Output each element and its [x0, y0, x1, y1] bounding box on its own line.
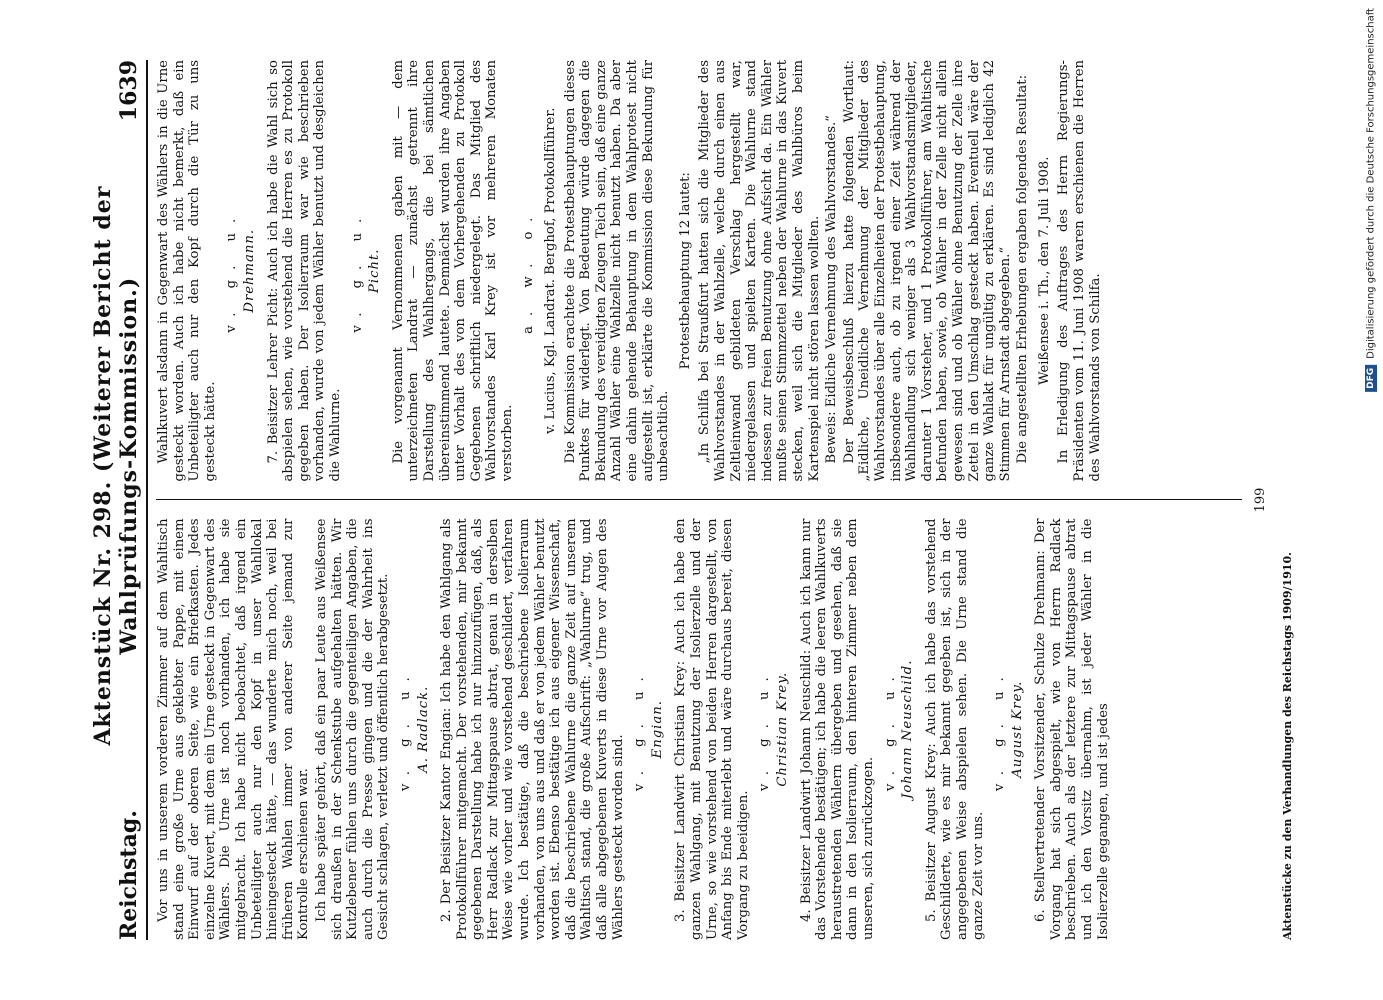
paragraph: 7. Beisitzer Lehrer Picht: Auch ich habe die Wahl sich so abspielen sehen, wie vorstehend die Herren es zu Protokoll gegeben haben. Der Isolierraum war wie beschrieben vorhanden, wurde von jedem Wähler benutzt und desgleichen die Wahlurne.: [265, 60, 343, 482]
signature-name: Picht.: [366, 248, 382, 293]
centered-line: Weißensee i. Th., den 7. Juli 1908.: [1036, 156, 1052, 386]
page-footer: Aktenstücke zu den Verhandlungen des Reichstags 1909/1910.: [1280, 552, 1294, 940]
signature-abbrev: v. g. u.: [223, 208, 239, 333]
paragraph: Ich habe später gehört, daß ein paar Leute aus Weißensee sich draußen in der Schenkstube aufgehalten hätten. Wir Kutzlebener fühlen uns durch die gegenteiligen Angaben, die auch durch die Presse gingen und die der Wahrheit ins Gesicht schlagen, verletzt und öffentlich herabgesetzt.: [313, 518, 391, 940]
signature-abbrev: v. g. u.: [991, 667, 1007, 792]
signature-name: A. Radlack.: [415, 685, 430, 773]
left-column: [156, 519, 1242, 941]
signature-name: Christian Krey.: [774, 671, 790, 787]
paragraph: „In Schilfa bei Straußfurt hatten sich die Mitglieder des Wahlvorstandes in der Wahlzelle, welche durch einen aus Zeltleinwand gebildeten Verschlag hergestellt war, niedergelassen und spielten Karten. Die Wahlurne stand indessen zur freien Benutzung ohne Aufsicht da. Ein Wähler mußte seinen Stimmzettel neben der Wahlurne in das Kuvert stecken, weil sich die Mitglieder des Wahlbüros beim Kartenspiel nicht stören lassen wollten.: [696, 60, 822, 482]
page-header: [89, 60, 148, 940]
signature-name: Engian.: [649, 700, 665, 759]
digitization-note: [1365, 8, 1377, 392]
document-page: [72, 20, 1312, 980]
column-divider: [156, 500, 1242, 501]
paragraph: Beweis: Eidliche Vernehmung des Wahlvorstandes.“: [823, 115, 839, 464]
page-number: 199: [1252, 487, 1268, 513]
centered-line: v. Lucius, Kgl. Landrat. Berghof, Protokollführer.: [542, 107, 558, 434]
paragraph: 6. Stellvertretender Vorsitzender, Schulze Drehmann: Der Vorgang hat sich abgespielt, wie von Herrn Radlack beschrieben. Auch als der letztere zur Mittagspause abtrat und ich den Vorsitz übernahm, ist jeder Wähler in die Isolierzelle gegangen, und ist jedes: [1032, 518, 1111, 940]
paragraph: In Erledigung des Auftrages des Herrn Regierungs-Präsidenten vom 11. Juni 1908 waren erschienen die Herren des Wahlvorstands von Schilfa.: [1055, 60, 1103, 482]
digitization-text: Digitalisierung gefördert durch die Deutsche Forschungsgemeinschaft: [1365, 8, 1377, 359]
paragraph: Die angestellten Erhebungen ergaben folgendes Resultat:: [1014, 74, 1030, 464]
paragraph: Die Kommission erachtete die Protestbehauptungen dieses Punktes für widerlegt. Von Bedeutung würde dagegen die Bekundung des vereidigten Zeugen Teich sein, daß eine ganze Anzahl Wähler eine Wahlzelle nicht benutzt haben. Da aber eine dahin gehende Behauptung in dem Wahlprotest nicht aufgestellt ist, erklärte die Kommission diese Bekundung für unbeachtlich.: [562, 60, 671, 482]
signature-name: August Krey.: [1009, 680, 1025, 778]
signature-abbrev: v. g. u.: [631, 667, 647, 792]
paragraph: 4. Beisitzer Landwirt Johann Neuschild: Auch ich kann nur das Vorstehende bestätigen; ich habe die leeren Wahlkuverts heraustretenden Wählern übergeben und gesehen, daß sie dann in den Isolierraum, den hinteren Zimmer neben dem unseren, sich zurückzogen.: [798, 518, 876, 940]
text-columns: [156, 60, 1242, 940]
signature-abbrev: v. g. u.: [882, 667, 898, 792]
paragraph: Vor uns in unserem vorderen Zimmer auf dem Wahltisch stand eine große Urne aus geklebter Pappe, mit einem Einwurf auf der oberen Seite, wie ein Briefkasten. Jedes einzelne Kuvert, mit dem ein Urne gesteckt in Gegenwart des Wählers. Die Urne ist noch vorhanden, ich habe sie mitgebracht. Ich habe nicht beobachtet, daß irgend ein Unbeteiligter auch nur den Kopf in unser Wahllokal hineingesteckt hätte, — das wunderte mich noch, weil bei früheren Wahlen immer von anderer Seite jemand zur Kontrolle erschienen war.: [155, 518, 311, 940]
signature-abbrev: v. g. u.: [756, 667, 772, 792]
centered-line: Protestbehauptung 12 lautet:: [677, 172, 693, 370]
signature-abbrev: v. g. u.: [349, 208, 365, 333]
signature-name: Drehmann.: [241, 228, 257, 313]
paragraph: Wahlkuvert alsdann in Gegenwart des Wählers in die Urne gesteckt worden. Auch ich habe nicht bemerkt, daß ein Unbeteiligter auch nur den Kopf durch die Tür zu uns gesteckt hätte.: [155, 60, 218, 482]
paragraph: Der Beweisbeschluß hierzu hatte folgenden Wortlaut: „Eidliche, Uneidliche Vernehmung der Mitglieder des Wahlvorstandes über alle Einzelheiten der Protestbehauptung, insbesondere auch, ob zu irgend einer Zeit während der Wahlhandlung sich weniger als 3 Wahlvorstandsmitglieder, darunter 1 Vorsteher, und 1 Protokollführer, am Wahltische befunden haben, sowie, ob Wähler in der Zelle nicht allein gewesen sind und ob Wähler ohne Benutzung der Zelle ihre Zettel in den Umschlag gesteckt haben. Eventuell wäre der ganze Wahlakt für ungültig zu erklären. Es sind lediglich 42 Stimmen für Arnstadt abgegeben.“: [841, 60, 1013, 482]
header-page-number: 1639: [115, 60, 142, 122]
signature-abbrev: a. w. o.: [520, 207, 536, 334]
header-left: Reichstag.: [115, 810, 142, 940]
signature-name: Johann Neuschild.: [899, 659, 915, 799]
signature-abbrev: v. g. u.: [397, 667, 413, 792]
paragraph: 3. Beisitzer Landwirt Christian Krey: Auch ich habe den ganzen Wahlgang, mit Benutzung der Isolierzelle und der Urne, so wie vorstehend von beiden Herren dargestellt, von Anfang bis Ende miterlebt und wäre durchaus bereit, diesen Vorgang zu beeidigen.: [672, 518, 751, 940]
dfg-logo: DFG: [1365, 365, 1377, 392]
header-title: Aktenstück Nr. 298. (Weiterer Bericht der Wahlprüfungs-Kommission.): [89, 185, 142, 746]
paragraph: 2. Der Beisitzer Kantor Engian: Ich habe den Wahlgang als Protokollführer mitgemacht. Der vorstehenden, mir bekannt gegebenen Darstellung habe ich nur hinzuzufügen, daß, als Herr Radlack zur Mittagspause abtrat, genau in derselben Weise wie vorher und wie vorstehend geschildert, verfahren wurde. Ich bestätige, daß die beschriebene Isolierraum vorhanden, von uns aus und daß er von jedem Wähler benutzt worden ist. Ebenso bestätige ich aus eigener Wissenschaft, daß die beschriebene Wahlurne die ganze Zeit auf unserem Wahltisch stand, die große Aufschrift: „Wahlurne“ trug, und daß alle abgegebenen Kuverts in diese Urne vor Augen des Wählers gesteckt worden sind.: [438, 518, 626, 940]
right-column: [156, 60, 1242, 482]
paragraph: Die vorgenannt Vernommenen gaben mit — dem unterzeichneten Landrat — zunächst getrennt ihre Darstellung des Wahlhergangs, die bei sämtlichen übereinstimmend lautete. Demnächst wurden ihre Angaben unter Vorhalt des von dem Vorhergehenden zu Protokoll Gegebenen schriftlich niedergelegt. Das Mitglied des Wahlvorstandes Karl Krey ist vor mehreren Monaten verstorben.: [390, 60, 515, 482]
paragraph: 5. Beisitzer August Krey: Auch ich habe das vorstehend Geschilderte, wie es mir bekannt gegeben ist, sich in der angegebenen Weise abspielen sehen. Die Urne stand die ganze Zeit vor uns.: [923, 518, 985, 940]
